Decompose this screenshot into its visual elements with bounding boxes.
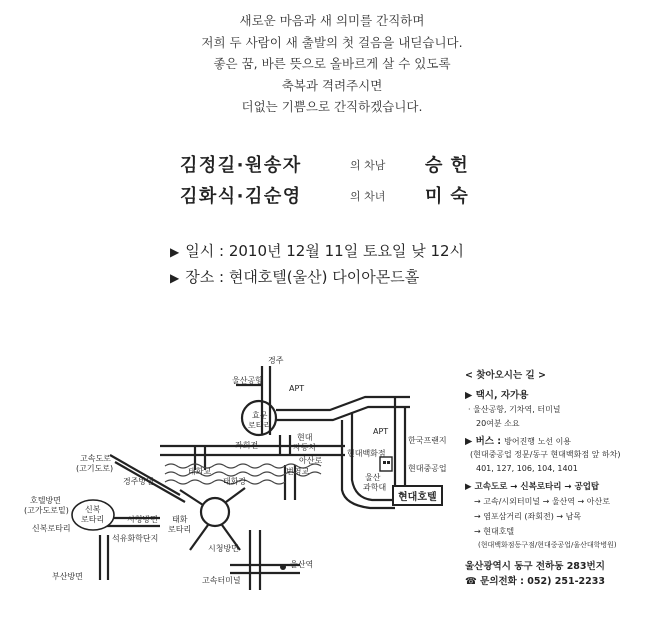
map-label: 경주방면 xyxy=(123,477,154,486)
invitation-line: 축복과 격려주시면 xyxy=(281,77,383,93)
bride-parents: 김화식·김순영 xyxy=(180,186,302,207)
place-label: 장소 : xyxy=(185,268,225,286)
map-label: 시청방면 xyxy=(208,544,239,553)
event-place xyxy=(170,266,419,287)
map-label: 한국프랜지 xyxy=(408,436,447,445)
bus-text: 방어진행 노선 이용 xyxy=(504,437,572,446)
taehwa-rotary-circle xyxy=(201,498,229,526)
invitation-line: 좋은 꿈, 바른 뜻으로 올바르게 살 수 있도록 xyxy=(213,56,451,71)
date-label: 일시 : xyxy=(185,242,225,260)
phone: ☎ 문의전화 : 052) 251-2233 xyxy=(465,576,605,587)
map-label: 로타리 xyxy=(168,525,192,534)
map-label: (고가도로밑) xyxy=(24,506,69,515)
route-line: → 현대호텔 xyxy=(474,527,515,536)
map-label: 현대백화점 xyxy=(347,449,386,458)
route-line: → 고속/시외터미널 → 울산역 → 아산로 xyxy=(474,497,610,506)
station-marker xyxy=(280,564,286,570)
map-label: 고속터미널 xyxy=(202,576,241,585)
map-label: 부산방면 xyxy=(52,572,83,581)
map-label: 태화교 xyxy=(188,467,212,476)
map-label: 좌회전 xyxy=(235,441,259,450)
map-label: 시청방면 xyxy=(127,515,158,524)
bus-detail: (현대중공업 정문/동구 현대백화점 앞 하차) xyxy=(470,450,621,459)
bus-line xyxy=(465,433,571,447)
map-label: 울산공항 xyxy=(232,376,263,385)
hotel-building-icon xyxy=(380,457,392,471)
groom-parents: 김정길·원송자 xyxy=(180,155,302,176)
map-label: 태화강 xyxy=(223,477,247,486)
taxi-line: 20여분 소요 xyxy=(476,419,520,428)
map-label: 신복로타리 xyxy=(32,524,71,533)
route-heading: ▶ 고속도로 → 신복로타리 → 공업탑 xyxy=(465,482,600,492)
hotel-label: 현대호텔 xyxy=(392,485,443,506)
play-triangle-icon: ▶ xyxy=(170,271,180,285)
invitation-line: 새로운 마음과 새 의미를 간직하며 xyxy=(239,13,425,28)
map-label: APT xyxy=(289,384,305,393)
invitation-line: 저희 두 사람이 새 출발의 첫 걸음을 내딛습니다. xyxy=(201,34,463,50)
invitation-line: 더없는 기쁨으로 간직하겠습니다. xyxy=(241,99,423,114)
address: 울산광역시 동구 전하동 283번지 xyxy=(465,561,605,572)
map-label: 호텔방면 xyxy=(30,496,61,505)
map-label: 현대중공업 xyxy=(408,464,447,473)
map-label: APT xyxy=(373,427,389,436)
map-label: 번영교 xyxy=(286,467,310,476)
play-triangle-icon: ▶ xyxy=(170,245,180,259)
map-label: 신복 xyxy=(85,505,101,514)
map-label: 자동차 xyxy=(293,443,317,452)
route-line: → 염포삼거리 (좌회전) → 남목 xyxy=(474,512,582,521)
invitation-message xyxy=(0,10,664,118)
place-value: 현대호텔(울산) 다이아몬드홀 xyxy=(228,268,420,286)
map-label: 로타리 xyxy=(248,421,272,430)
bride-name: 미숙 xyxy=(425,186,476,207)
map-label: 현대 xyxy=(297,433,313,442)
map-label: 울산역 xyxy=(290,560,314,569)
event-date xyxy=(170,240,464,261)
groom-relation: 의 차남 xyxy=(350,159,386,172)
directions-title: < 찾아오시는 길 > xyxy=(465,370,546,381)
taxi-line: · 울산공항, 기차역, 터미널 xyxy=(468,405,561,414)
date-value: 2010년 12월 11일 토요일 낮 12시 xyxy=(228,242,465,260)
map-label: 석유화학단지 xyxy=(112,534,159,543)
bus-heading: ▶ 버스 : xyxy=(465,436,502,447)
map-label: 효문 xyxy=(252,411,268,420)
map-label: 태화 xyxy=(172,515,188,524)
map-label: 과학대 xyxy=(363,483,387,492)
map-label: (고기도로) xyxy=(76,464,114,473)
bride-relation: 의 차녀 xyxy=(350,190,386,203)
map-label: 울산 xyxy=(365,473,381,482)
bus-numbers: 401, 127, 106, 104, 1401 xyxy=(476,464,578,473)
route-line: (현대백화점동구점/현대중공업/울산대학병원) xyxy=(478,541,617,549)
map-label: 아산로 xyxy=(299,456,323,465)
taxi-heading: ▶ 택시, 자가용 xyxy=(465,390,529,401)
map-label: 로타리 xyxy=(81,515,105,524)
groom-name: 승헌 xyxy=(425,155,476,176)
map-label: 고속도로 xyxy=(80,454,111,463)
map-label: 경주 xyxy=(268,356,284,365)
